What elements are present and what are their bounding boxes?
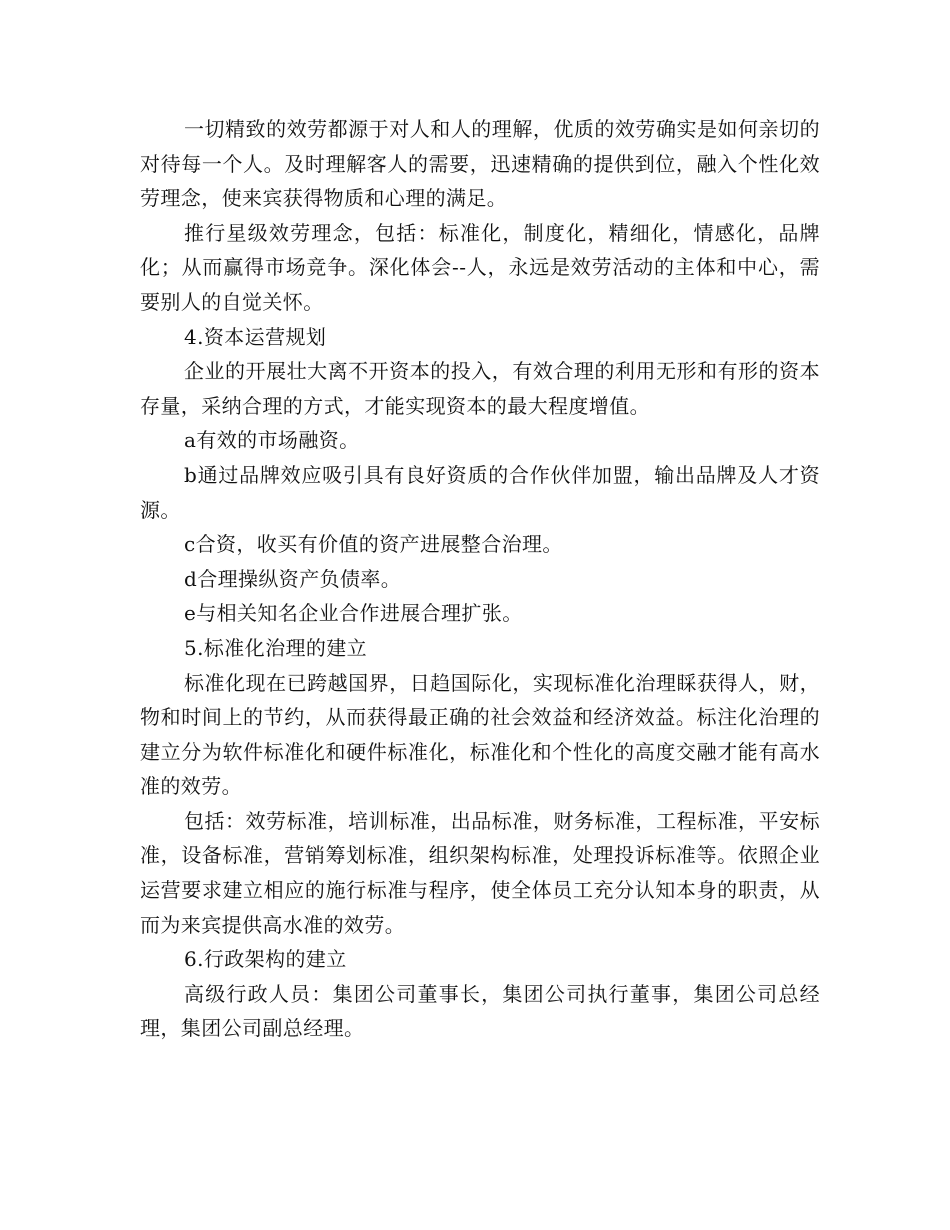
paragraph-standardization-intro: 标准化现在已跨越国界，日趋国际化，实现标准化治理睬获得人，财，物和时间上的节约，从而获得最正确的社会效益和经济效益。标注化治理的建立分为软件标准化和硬件标准化，标准化和个性化的高度交融才能有高水准的效劳。 <box>140 670 820 799</box>
list-item-a: a有效的市场融资。 <box>184 428 360 453</box>
paragraph-standards-list: 包括：效劳标准，培训标准，出品标准，财务标准，工程标准，平安标准，设备标准，营销筹划标准，组织架构标准，处理投诉标准等。依照企业运营要求建立相应的施行标准与程序，使全体员工充分认知本身的职责，从而为来宾提供高水准的效劳。 <box>140 808 820 937</box>
section-heading-capital: 4.资本运营规划 <box>184 324 327 349</box>
section-heading-standardization: 5.标准化治理的建立 <box>184 635 368 660</box>
paragraph-senior-admin: 高级行政人员：集团公司董事长，集团公司执行董事，集团公司总经理，集团公司副总经理。 <box>140 981 820 1041</box>
list-item-b: b通过品牌效应吸引具有良好资质的合作伙伴加盟，输出品牌及人才资源。 <box>140 462 820 522</box>
list-item-c: c合资，收买有价值的资产进展整合治理。 <box>184 532 563 557</box>
list-item-d: d合理操纵资产负债率。 <box>184 566 402 591</box>
paragraph-service-understanding: 一切精致的效劳都源于对人和人的理解，优质的效劳确实是如何亲切的对待每一个人。及时理解客人的需要，迅速精确的提供到位，融入个性化效劳理念，使来宾获得物质和心理的满足。 <box>140 117 820 211</box>
section-heading-admin: 6.行政架构的建立 <box>184 947 347 972</box>
list-item-e: e与相关知名企业合作进展合理扩张。 <box>184 601 523 626</box>
paragraph-capital-intro: 企业的开展壮大离不开资本的投入，有效合理的利用无形和有形的资本存量，采纳合理的方式，才能实现资本的最大程度增值。 <box>140 359 820 418</box>
document-page <box>140 112 820 1046</box>
paragraph-star-service: 推行星级效劳理念，包括：标准化，制度化，精细化，情感化，品牌化；从而赢得市场竞争。深化体会--人，永远是效劳活动的主体和中心，需要别人的自觉关怀。 <box>140 220 820 314</box>
